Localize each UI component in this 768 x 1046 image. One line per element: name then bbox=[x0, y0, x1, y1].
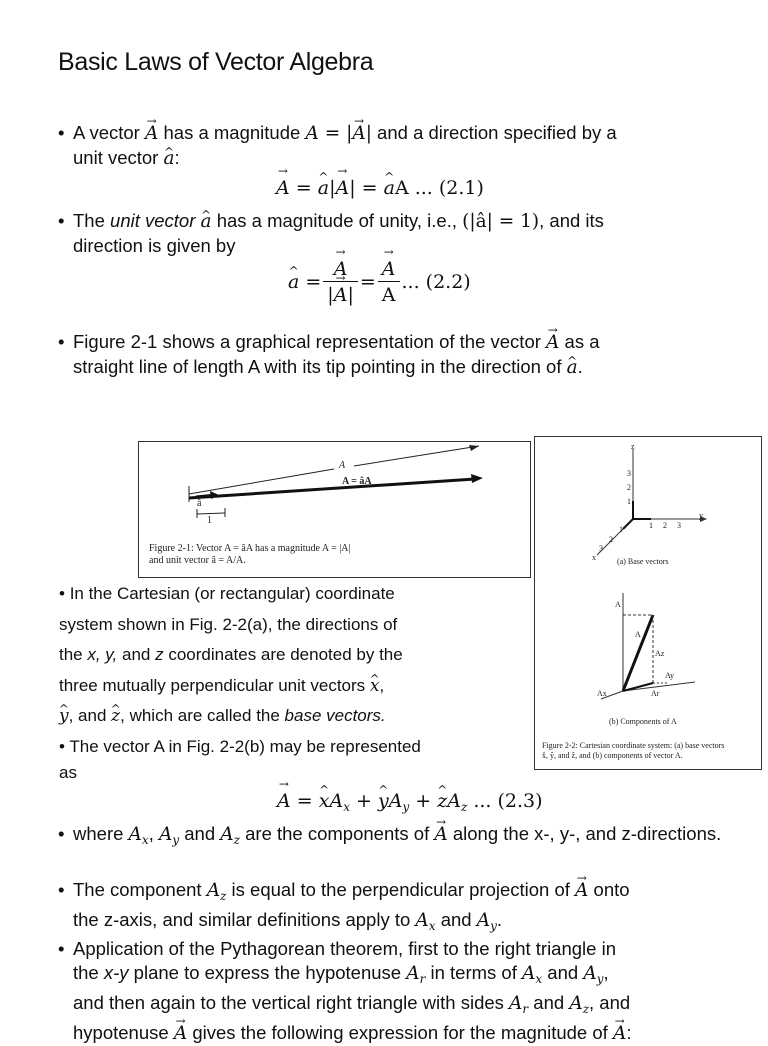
equation-2-1-tag: A ... (2.1) bbox=[394, 177, 484, 199]
label-ar: Ar bbox=[651, 689, 660, 698]
label-unit-vector: â bbox=[197, 498, 202, 509]
equation-2-3: A → = x $\^{}A_x + y$ $\^{}A_y + z$ $\^{}A_z$ ... (2.3) bbox=[277, 790, 543, 814]
figure-2-1 bbox=[138, 441, 531, 578]
bullet-dot: • bbox=[58, 938, 65, 959]
para-line-5: y ^, and z ^, which are called the base vectors. bbox=[59, 701, 529, 732]
x-tick-2: 2 bbox=[609, 535, 613, 544]
bullet-figure-2-1: • Figure 2-1 shows a graphical representation of the vector A → as a straight line of length A with its tip pointing in the direction of a ^. bbox=[73, 330, 753, 380]
x-tick-1: 1 bbox=[619, 525, 623, 534]
label-ay: Ay bbox=[665, 671, 675, 680]
bullet-pythagorean: • Application of the Pythagorean theorem, first to the right triangle in the x-y plane to express the hypotenuse $A_r$ in terms of $A_x$ and $A_y$, and then again to the vertical right triangle with sides $A_r$ and $A_z$, and hypotenuse A → gives the following expression for the magnitude of A →: bbox=[73, 937, 753, 1046]
z-tick-2: 2 bbox=[627, 483, 631, 492]
figure-2-1-caption-1: Figure 2-1: Vector A = âA has a magnitude A = |A| bbox=[149, 543, 351, 554]
subfigure-a-label: (a) Base vectors bbox=[617, 557, 669, 566]
figure-2-1-caption-2: and unit vector â = A/A. bbox=[149, 555, 246, 566]
vector-a-symbol: A → bbox=[145, 122, 158, 146]
para-line-6: • The vector A in Fig. 2-2(b) may be represented bbox=[59, 736, 421, 756]
figure-2-2-drawing bbox=[535, 437, 761, 737]
text: and a direction specified by a bbox=[371, 122, 617, 143]
text: direction is given by bbox=[73, 235, 236, 256]
label-a: A bbox=[339, 460, 346, 471]
figure-2-1-drawing bbox=[139, 442, 530, 542]
bullet-dot: • bbox=[58, 823, 65, 844]
label-ax: Ax bbox=[597, 689, 607, 698]
bullet-cartesian-paragraph bbox=[59, 579, 529, 784]
para-line-4: three mutually perpendicular unit vectors x ^, bbox=[59, 671, 529, 702]
text: A vector bbox=[73, 122, 145, 143]
z-tick-1: 1 bbox=[627, 497, 631, 506]
figure-2-2-caption-1: Figure 2-2: Cartesian coordinate system: (a) base vectors bbox=[542, 741, 725, 750]
bullet-dot: • bbox=[58, 122, 65, 143]
bullet-dot: • bbox=[58, 331, 65, 352]
label-az: Az bbox=[655, 649, 665, 658]
subfigure-b-label: (b) Components of A bbox=[609, 717, 677, 726]
text: straight line of length A with its tip pointing in the direction of bbox=[73, 356, 567, 377]
y-tick-3: 3 bbox=[677, 521, 681, 530]
text: , and its bbox=[539, 210, 604, 231]
text: unit vector bbox=[73, 147, 164, 168]
para-line-7: as bbox=[59, 763, 77, 782]
label-a-vector: A bbox=[635, 630, 641, 639]
axis-x-label: x bbox=[592, 553, 596, 562]
text: as a bbox=[559, 331, 600, 352]
figure-2-2 bbox=[534, 436, 762, 770]
equation-2-2-tag: ... (2.2) bbox=[401, 271, 471, 293]
para-line-2: system shown in Fig. 2-2(a), the directions of bbox=[59, 614, 398, 634]
y-tick-2: 2 bbox=[663, 521, 667, 530]
para-line-1: • In the Cartesian (or rectangular) coordinate bbox=[59, 584, 395, 603]
bullet-projection: • The component $A_z$ is equal to the perpendicular projection of A → onto the z-axis, and similar definitions apply to $A_x$ and $A_y$. bbox=[73, 878, 753, 938]
equation-2-3-tag: ... (2.3) bbox=[473, 790, 543, 812]
equation-2-1: A → = a ^|A →| = a ^A ... (2.1) bbox=[276, 177, 484, 199]
equation-2-2-denominator: A bbox=[378, 281, 400, 306]
label-a-top: A bbox=[615, 600, 621, 609]
para-line-3: the x, y, and z coordinates are denoted by the bbox=[59, 645, 403, 664]
unit-vector-term: unit vector bbox=[110, 210, 196, 231]
bullet-dot: • bbox=[58, 879, 65, 900]
bullet-vector-definition: • A vector A → has a magnitude A = |A →| and a direction specified by a unit vector a ^: bbox=[73, 121, 733, 171]
text: . bbox=[577, 356, 583, 377]
bullet-components: • where $A_x$, $A_y$ and $A_z$ are the components of A → along the x-, y-, and z-directions. bbox=[73, 822, 763, 852]
bullet-dot: • bbox=[58, 210, 65, 231]
text: The bbox=[73, 210, 111, 231]
axis-z-label: z bbox=[631, 442, 635, 451]
text: : bbox=[174, 147, 180, 168]
label-a-equals-ahat-a: A = âA bbox=[342, 476, 372, 487]
unity-expression: (|â| = 1) bbox=[462, 211, 540, 232]
equation-2-2: a ^ = $\frac{A \to}{|A \to|}$ = $\frac{A \to}{A}$ ... (2.2) bbox=[288, 258, 471, 306]
axis-y-label: y bbox=[699, 511, 703, 520]
label-one: 1 bbox=[207, 515, 212, 526]
text: has a magnitude of unity, i.e., bbox=[211, 210, 463, 231]
page-title: Basic Laws of Vector Algebra bbox=[58, 48, 374, 76]
text: has a magnitude bbox=[158, 122, 306, 143]
text: Figure 2-1 shows a graphical representation of the vector bbox=[73, 331, 547, 352]
x-tick-3: 3 bbox=[599, 544, 603, 553]
y-tick-1: 1 bbox=[649, 521, 653, 530]
figure-2-2-caption-2: x̂, ŷ, and ẑ, and (b) components of vector A. bbox=[542, 751, 683, 760]
bullet-unit-vector: • The unit vector a ^ has a magnitude of unity, i.e., (|â| = 1), and its direction is given by bbox=[73, 209, 733, 258]
z-tick-3: 3 bbox=[627, 469, 631, 478]
